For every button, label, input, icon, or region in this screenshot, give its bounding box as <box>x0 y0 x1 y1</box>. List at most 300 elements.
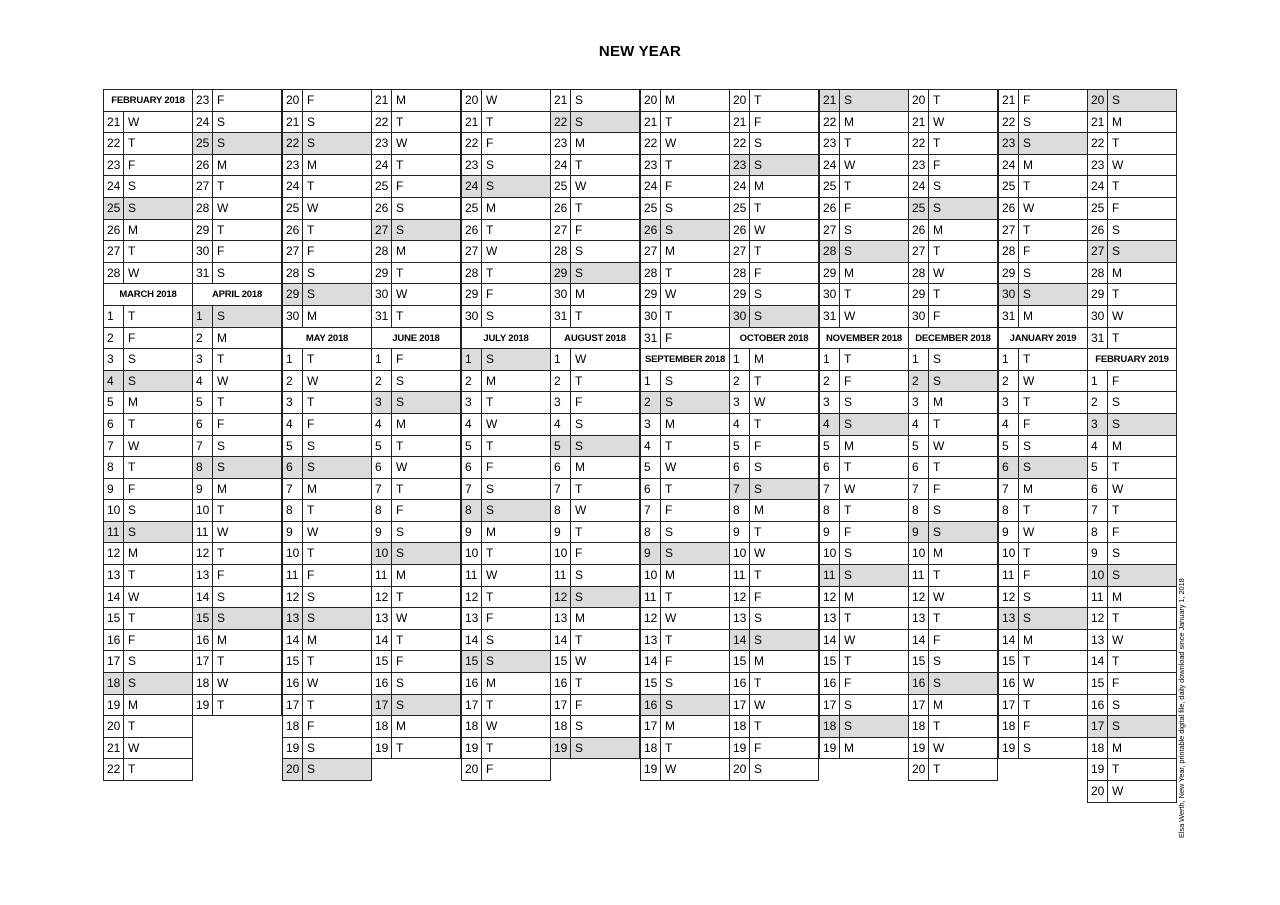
weekday-letter: T <box>1112 460 1120 475</box>
day-cell <box>282 715 372 738</box>
day-number: 16 <box>283 673 303 694</box>
day-cell <box>282 672 372 695</box>
day-number: 17 <box>283 695 303 716</box>
weekday-letter: T <box>1023 546 1031 561</box>
weekday-letter: M <box>575 611 585 626</box>
weekday-letter: M <box>217 157 227 172</box>
weekday-letter: W <box>575 503 587 518</box>
weekday-letter: S <box>1023 265 1032 280</box>
weekday-letter: M <box>1112 114 1122 129</box>
day-cell <box>461 111 551 134</box>
day-cell <box>1087 154 1177 177</box>
weekday-letter: T <box>754 93 762 107</box>
day-number: 25 <box>372 176 392 197</box>
day-cell <box>461 737 551 760</box>
day-cell-sunday <box>998 132 1088 155</box>
day-number: 11 <box>462 565 482 586</box>
month-header: MARCH 2018 <box>103 283 193 306</box>
weekday-letter: T <box>128 460 136 475</box>
weekday-letter: T <box>844 503 852 518</box>
day-number: 13 <box>193 565 213 586</box>
day-number: 27 <box>372 220 392 241</box>
weekday-letter: F <box>307 93 315 107</box>
day-number: 28 <box>999 241 1019 262</box>
weekday-letter: W <box>217 524 229 539</box>
weekday-letter: F <box>217 416 225 431</box>
day-cell <box>729 89 819 112</box>
day-cell <box>371 629 461 652</box>
day-cell <box>192 111 282 134</box>
day-cell <box>371 111 461 134</box>
day-cell <box>1087 650 1177 673</box>
weekday-letter: F <box>844 200 852 215</box>
day-cell <box>550 564 640 587</box>
weekday-letter: M <box>1023 632 1033 647</box>
weekday-letter: M <box>754 352 764 367</box>
day-number: 24 <box>193 112 213 133</box>
day-cell <box>729 758 819 781</box>
weekday-letter: T <box>307 222 315 237</box>
day-number: 20 <box>909 90 929 111</box>
day-cell <box>729 175 819 198</box>
day-cell <box>819 305 909 328</box>
day-cell <box>640 737 730 760</box>
day-cell-sunday <box>192 305 282 328</box>
day-number: 21 <box>730 112 750 133</box>
day-cell <box>550 456 640 479</box>
weekday-letter: S <box>396 373 405 388</box>
day-number: 9 <box>104 479 124 500</box>
day-cell <box>729 132 819 155</box>
day-number: 21 <box>104 738 124 759</box>
day-number: 2 <box>104 328 124 349</box>
weekday-letter: T <box>307 179 315 194</box>
day-number: 5 <box>104 392 124 413</box>
weekday-letter: S <box>1112 697 1121 712</box>
day-number: 26 <box>193 155 213 176</box>
day-number: 19 <box>730 738 750 759</box>
day-number: 28 <box>1088 263 1108 284</box>
day-cell-sunday <box>371 219 461 242</box>
day-number: 3 <box>909 392 929 413</box>
day-number: 7 <box>283 479 303 500</box>
day-number: 24 <box>1088 176 1108 197</box>
day-cell <box>550 197 640 220</box>
weekday-letter: T <box>754 244 762 259</box>
day-number: 6 <box>283 457 303 478</box>
day-number: 18 <box>372 716 392 737</box>
day-cell <box>192 672 282 695</box>
day-cell <box>1087 175 1177 198</box>
day-cell <box>550 607 640 630</box>
day-cell <box>729 456 819 479</box>
day-number: 17 <box>909 695 929 716</box>
day-number: 23 <box>372 133 392 154</box>
weekday-letter: W <box>575 352 587 367</box>
day-cell <box>640 758 730 781</box>
day-number: 7 <box>909 479 929 500</box>
day-cell <box>998 586 1088 609</box>
day-cell <box>371 435 461 458</box>
weekday-letter: F <box>396 503 404 518</box>
weekday-letter: T <box>1023 179 1031 194</box>
day-cell <box>908 219 998 242</box>
day-cell <box>729 240 819 263</box>
day-number: 3 <box>462 392 482 413</box>
weekday-letter: T <box>128 568 136 583</box>
weekday-letter: W <box>575 654 587 669</box>
day-cell-sunday <box>1087 715 1177 738</box>
day-cell <box>371 607 461 630</box>
day-cell <box>550 521 640 544</box>
calendar-column <box>192 90 282 716</box>
day-number: 13 <box>283 608 303 629</box>
day-cell <box>282 111 372 134</box>
day-cell <box>461 435 551 458</box>
weekday-letter: W <box>217 373 229 388</box>
day-cell <box>192 629 282 652</box>
day-number: 7 <box>820 479 840 500</box>
day-number: 22 <box>104 759 124 780</box>
weekday-letter: S <box>128 524 137 539</box>
weekday-letter: W <box>396 287 408 302</box>
day-cell <box>103 542 193 565</box>
day-number: 12 <box>641 608 661 629</box>
weekday-letter: M <box>665 93 675 107</box>
day-cell-sunday <box>1087 413 1177 436</box>
calendar-column <box>1087 90 1177 803</box>
month-header: JANUARY 2019 <box>998 327 1088 350</box>
weekday-letter: T <box>128 611 136 626</box>
weekday-letter: W <box>486 93 498 107</box>
day-number: 31 <box>372 306 392 327</box>
day-number: 21 <box>372 90 392 111</box>
day-number: 15 <box>730 651 750 672</box>
weekday-letter: S <box>486 503 495 518</box>
day-cell <box>192 370 282 393</box>
weekday-letter: T <box>1023 395 1031 410</box>
day-number: 29 <box>193 220 213 241</box>
calendar-column <box>998 90 1088 759</box>
day-cell <box>192 175 282 198</box>
weekday-letter: W <box>307 200 319 215</box>
day-number: 21 <box>641 112 661 133</box>
day-number: 17 <box>551 695 571 716</box>
day-number: 22 <box>641 133 661 154</box>
day-number: 16 <box>193 630 213 651</box>
day-number: 1 <box>1088 371 1108 392</box>
day-cell <box>103 175 193 198</box>
weekday-letter: F <box>1112 676 1120 691</box>
day-number: 23 <box>820 133 840 154</box>
weekday-letter: W <box>1112 157 1124 172</box>
weekday-letter: T <box>1023 352 1031 367</box>
day-cell <box>729 542 819 565</box>
weekday-letter: S <box>128 179 137 194</box>
weekday-letter: T <box>933 719 941 734</box>
day-cell <box>282 521 372 544</box>
weekday-letter: S <box>128 200 137 215</box>
day-number: 9 <box>909 522 929 543</box>
day-cell <box>729 111 819 134</box>
day-number: 5 <box>1088 457 1108 478</box>
day-number: 29 <box>372 263 392 284</box>
weekday-letter: S <box>575 719 584 734</box>
weekday-letter: F <box>307 568 315 583</box>
weekday-letter: T <box>665 481 673 496</box>
weekday-letter: S <box>128 373 137 388</box>
day-cell <box>819 478 909 501</box>
day-cell <box>640 586 730 609</box>
day-number: 11 <box>193 522 213 543</box>
weekday-letter: T <box>1023 503 1031 518</box>
weekday-letter: M <box>844 740 854 755</box>
day-number: 4 <box>372 414 392 435</box>
weekday-letter: S <box>754 308 763 323</box>
day-cell <box>282 542 372 565</box>
month-header: AUGUST 2018 <box>550 327 640 350</box>
day-cell <box>1087 456 1177 479</box>
day-cell <box>461 305 551 328</box>
day-number: 26 <box>730 220 750 241</box>
day-number: 14 <box>283 630 303 651</box>
day-cell <box>192 542 282 565</box>
day-number: 4 <box>193 371 213 392</box>
day-number: 17 <box>104 651 124 672</box>
day-number: 14 <box>641 651 661 672</box>
day-number: 29 <box>462 284 482 305</box>
day-cell <box>550 348 640 371</box>
day-cell <box>550 219 640 242</box>
day-number: 15 <box>551 651 571 672</box>
day-number: 13 <box>730 608 750 629</box>
weekday-letter: M <box>217 632 227 647</box>
day-cell <box>640 607 730 630</box>
weekday-letter: F <box>396 654 404 669</box>
day-number: 27 <box>551 220 571 241</box>
day-number: 14 <box>551 630 571 651</box>
day-cell <box>461 586 551 609</box>
weekday-letter: S <box>1112 395 1121 410</box>
weekday-letter: T <box>844 611 852 626</box>
weekday-letter: T <box>754 676 762 691</box>
weekday-letter: S <box>665 222 674 237</box>
day-cell-sunday <box>192 456 282 479</box>
day-number: 24 <box>372 155 392 176</box>
day-cell <box>282 175 372 198</box>
weekday-letter: M <box>1023 308 1033 323</box>
weekday-letter: F <box>933 157 941 172</box>
day-cell <box>640 650 730 673</box>
day-number: 18 <box>193 673 213 694</box>
day-cell <box>998 111 1088 134</box>
day-number: 25 <box>999 176 1019 197</box>
day-cell <box>998 262 1088 285</box>
day-number: 30 <box>462 306 482 327</box>
weekday-letter: M <box>1112 438 1122 453</box>
day-number: 26 <box>104 220 124 241</box>
day-cell-sunday <box>103 672 193 695</box>
day-cell <box>282 629 372 652</box>
day-number: 10 <box>1088 565 1108 586</box>
day-cell <box>192 499 282 522</box>
month-header: MAY 2018 <box>282 327 372 350</box>
weekday-letter: M <box>307 481 317 496</box>
weekday-letter: T <box>217 654 225 669</box>
day-number: 12 <box>730 587 750 608</box>
weekday-letter: T <box>486 546 494 561</box>
day-number: 26 <box>909 220 929 241</box>
day-number: 28 <box>462 263 482 284</box>
day-cell <box>640 197 730 220</box>
day-cell <box>1087 737 1177 760</box>
day-cell <box>729 499 819 522</box>
weekday-letter: T <box>575 632 583 647</box>
day-cell <box>640 435 730 458</box>
day-cell <box>550 89 640 112</box>
day-cell <box>371 370 461 393</box>
day-cell <box>103 564 193 587</box>
weekday-letter: T <box>754 416 762 431</box>
day-cell <box>282 240 372 263</box>
day-cell <box>908 240 998 263</box>
day-number: 7 <box>372 479 392 500</box>
weekday-letter: F <box>1023 416 1031 431</box>
weekday-letter: T <box>486 222 494 237</box>
day-cell <box>1087 283 1177 306</box>
weekday-letter: W <box>307 524 319 539</box>
weekday-letter: F <box>844 524 852 539</box>
weekday-letter: S <box>128 676 137 691</box>
day-number: 24 <box>730 176 750 197</box>
weekday-letter: T <box>307 352 315 367</box>
weekday-letter: S <box>1023 589 1032 604</box>
day-number: 14 <box>909 630 929 651</box>
day-cell <box>819 219 909 242</box>
day-cell-sunday <box>282 283 372 306</box>
day-number: 24 <box>641 176 661 197</box>
day-cell <box>908 478 998 501</box>
day-cell <box>819 132 909 155</box>
day-cell <box>550 370 640 393</box>
day-cell <box>640 564 730 587</box>
day-cell <box>729 715 819 738</box>
day-number: 4 <box>641 436 661 457</box>
day-number: 30 <box>551 284 571 305</box>
weekday-letter: S <box>486 308 495 323</box>
day-number: 4 <box>462 414 482 435</box>
day-number: 20 <box>641 90 661 111</box>
weekday-letter: F <box>844 373 852 388</box>
weekday-letter: F <box>1023 244 1031 259</box>
day-number: 21 <box>909 112 929 133</box>
day-cell <box>282 89 372 112</box>
day-cell <box>1087 391 1177 414</box>
day-cell-sunday <box>729 154 819 177</box>
day-number: 6 <box>104 414 124 435</box>
weekday-letter: F <box>396 352 404 367</box>
day-cell <box>192 327 282 350</box>
day-number: 10 <box>372 543 392 564</box>
day-cell <box>103 391 193 414</box>
day-cell <box>640 478 730 501</box>
weekday-letter: F <box>665 503 673 518</box>
day-cell <box>103 586 193 609</box>
weekday-letter: T <box>307 697 315 712</box>
day-number: 16 <box>104 630 124 651</box>
day-number: 27 <box>999 220 1019 241</box>
day-number: 31 <box>1088 328 1108 349</box>
day-cell <box>192 348 282 371</box>
day-number: 19 <box>551 738 571 759</box>
day-cell-sunday <box>908 370 998 393</box>
day-cell <box>729 197 819 220</box>
day-number: 18 <box>641 738 661 759</box>
weekday-letter: T <box>933 568 941 583</box>
day-cell <box>461 521 551 544</box>
day-number: 10 <box>283 543 303 564</box>
day-number: 6 <box>193 414 213 435</box>
weekday-letter: S <box>307 136 316 151</box>
day-cell <box>998 521 1088 544</box>
day-number: 24 <box>820 155 840 176</box>
day-number: 4 <box>104 371 124 392</box>
weekday-letter: T <box>1023 222 1031 237</box>
weekday-letter: T <box>486 438 494 453</box>
footer-note: Elsa Werth, New Year, printable digital file, daily download since January 1, 2018 <box>1177 578 1186 838</box>
day-number: 1 <box>193 306 213 327</box>
day-number: 13 <box>372 608 392 629</box>
day-cell <box>192 586 282 609</box>
weekday-letter: S <box>933 654 942 669</box>
day-cell <box>998 542 1088 565</box>
weekday-letter: F <box>844 676 852 691</box>
weekday-letter: T <box>575 157 583 172</box>
weekday-letter: M <box>1112 589 1122 604</box>
day-number: 2 <box>909 371 929 392</box>
day-number: 21 <box>104 112 124 133</box>
day-cell-sunday <box>819 715 909 738</box>
weekday-letter: T <box>844 352 852 367</box>
day-cell <box>282 413 372 436</box>
weekday-letter: S <box>665 395 674 410</box>
day-cell-sunday <box>729 629 819 652</box>
day-number: 8 <box>820 500 840 521</box>
day-number: 4 <box>1088 436 1108 457</box>
weekday-letter: S <box>1112 244 1121 259</box>
weekday-letter: S <box>665 676 674 691</box>
day-cell <box>1087 327 1177 350</box>
day-number: 19 <box>283 738 303 759</box>
day-number: 3 <box>1088 414 1108 435</box>
weekday-letter: F <box>486 136 494 151</box>
day-cell <box>908 650 998 673</box>
day-number: 12 <box>1088 608 1108 629</box>
weekday-letter: F <box>486 460 494 475</box>
weekday-letter: T <box>665 114 673 129</box>
day-cell <box>371 175 461 198</box>
weekday-letter: S <box>844 93 853 107</box>
day-cell <box>103 607 193 630</box>
day-cell <box>908 694 998 717</box>
weekday-letter: W <box>665 136 677 151</box>
day-number: 5 <box>283 436 303 457</box>
weekday-letter: T <box>665 589 673 604</box>
day-number: 3 <box>551 392 571 413</box>
day-cell-sunday <box>371 391 461 414</box>
weekday-letter: F <box>575 395 583 410</box>
day-cell-sunday <box>282 132 372 155</box>
